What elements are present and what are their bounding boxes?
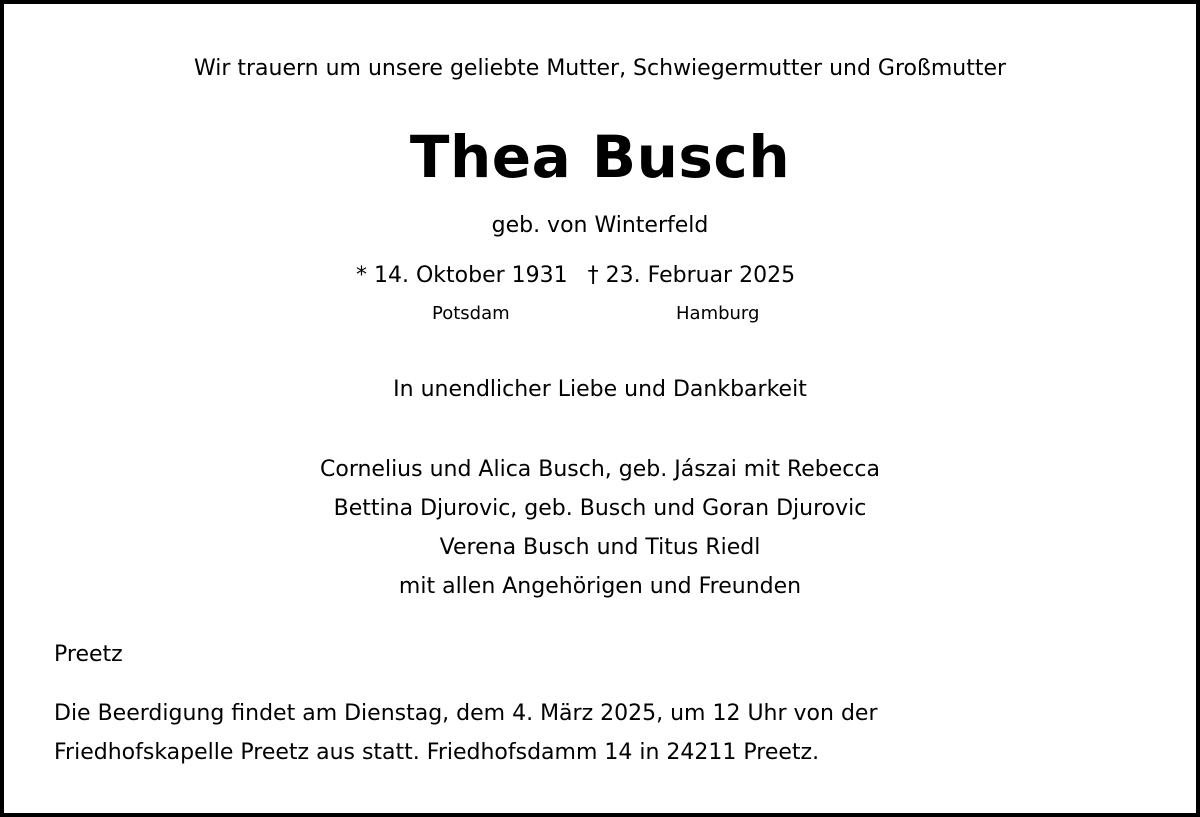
birth-place: Potsdam: [432, 303, 510, 324]
death-symbol: †: [587, 263, 599, 288]
location-text: Preetz: [54, 642, 123, 667]
life-dates: [356, 265, 795, 287]
death-date: 23. Februar 2025: [605, 263, 796, 288]
deceased-name: Thea Busch: [409, 123, 791, 191]
mourner-line: mit allen Angehörigen und Freunden: [398, 574, 802, 599]
mourner-line: Cornelius und Alica Busch, geb. Jászai mit Rebecca: [320, 457, 880, 482]
mourners-list: [0, 450, 1200, 606]
maiden-name: geb. von Winterfeld: [491, 213, 709, 238]
funeral-line: Die Beerdigung findet am Dienstag, dem 4. März 2025, um 12 Uhr von der: [54, 701, 878, 726]
intro-text: Wir trauern um unsere geliebte Mutter, Schwiegermutter und Großmutter: [193, 56, 1007, 81]
funeral-line: Friedhofskapelle Preetz aus statt. Friedhofsdamm 14 in 24211 Preetz.: [54, 740, 820, 765]
birth-symbol: *: [356, 263, 367, 288]
funeral-info: [54, 694, 878, 772]
birth-date: 14. Oktober 1931: [374, 263, 568, 288]
motto-text: In unendlicher Liebe und Dankbarkeit: [393, 377, 807, 402]
death-place: Hamburg: [676, 303, 760, 324]
mourner-line: Bettina Djurovic, geb. Busch und Goran Djurovic: [333, 496, 867, 521]
mourner-line: Verena Busch und Titus Riedl: [439, 535, 761, 560]
